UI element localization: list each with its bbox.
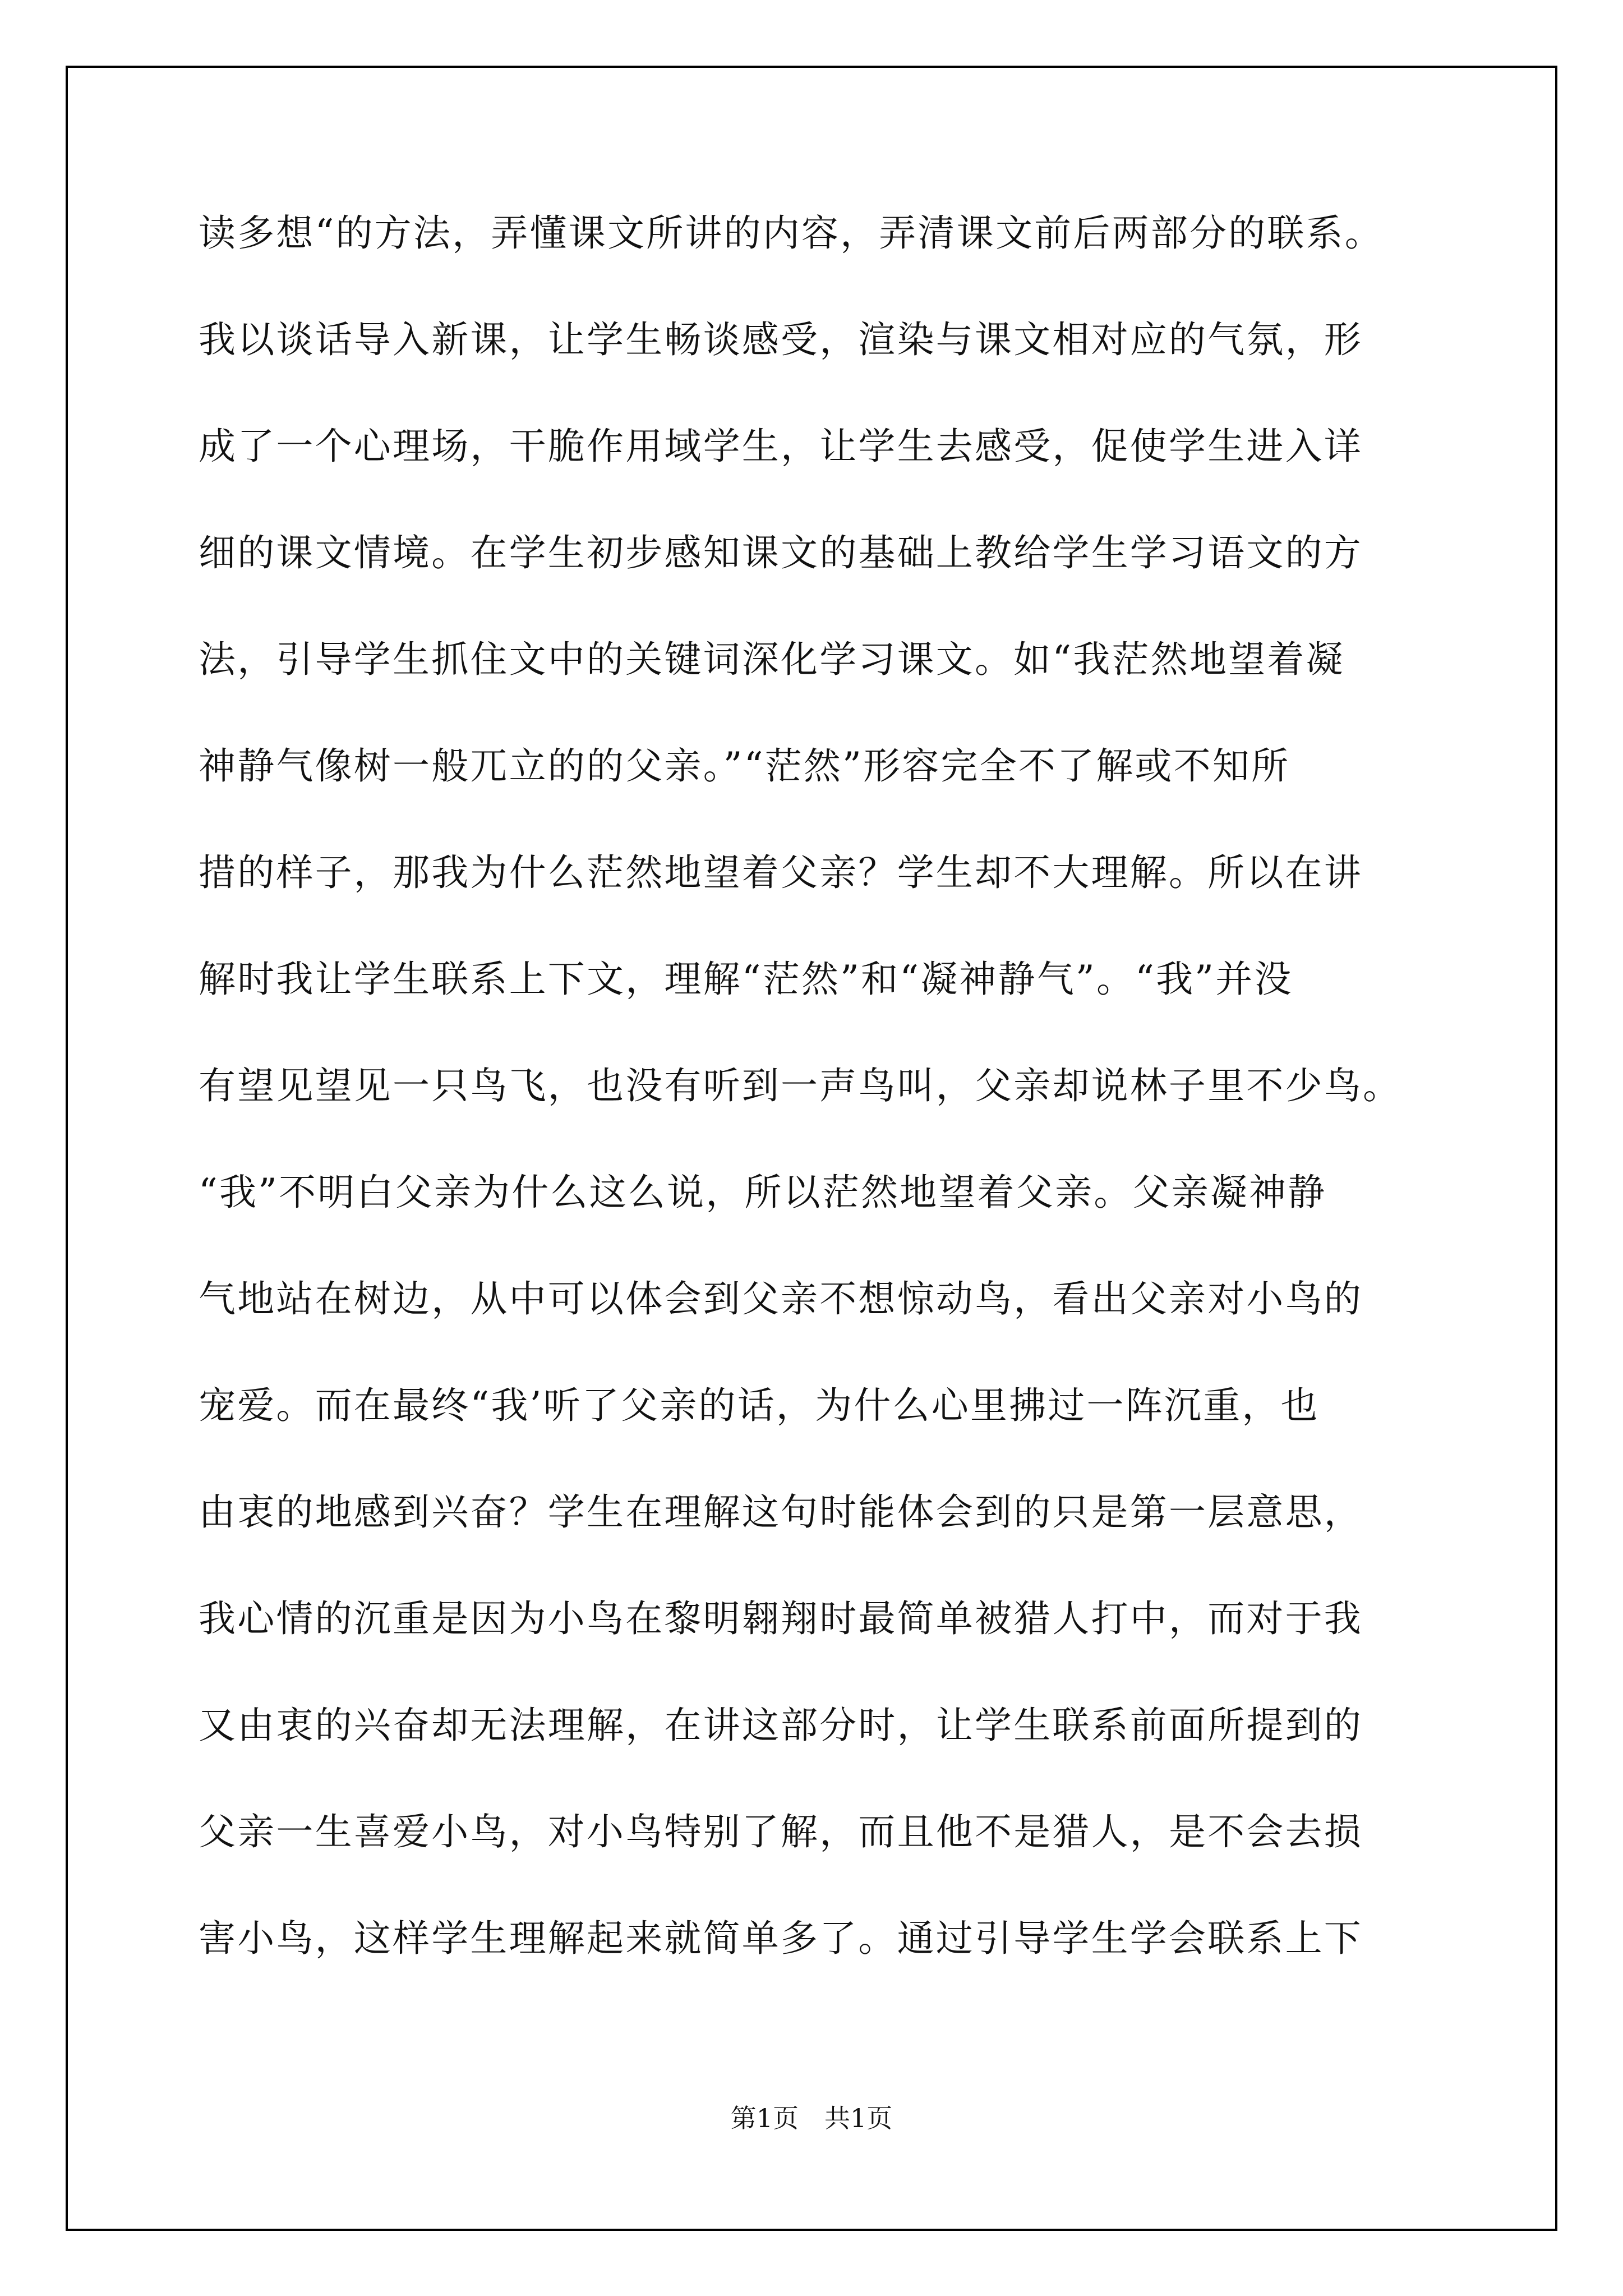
text-line: 读多想“的方法，弄懂课文所讲的内容，弄清课文前后两部分的联系。 bbox=[199, 211, 1384, 255]
text-line: 我心情的沉重是因为小鸟在黎明翱翔时最简单被猎人打中，而对于我 bbox=[199, 1597, 1363, 1640]
text-line: 神静气像树一般兀立的的父亲。”“茫然”形容完全不了解或不知所 bbox=[199, 744, 1290, 788]
text-line: 宠爱。而在最终“我’听了父亲的话，为什么心里拂过一阵沉重，也 bbox=[199, 1384, 1320, 1427]
text-line: 成了一个心理场，干脆作用域学生，让学生去感受，促使学生进入详 bbox=[199, 425, 1363, 468]
text-line: 有望见望见一只鸟飞，也没有听到一声鸟叫，父亲却说林子里不少鸟。 bbox=[199, 1064, 1402, 1107]
text-line: “我”不明白父亲为什么这么说，所以茫然地望着父亲。父亲凝神静 bbox=[199, 1171, 1327, 1214]
text-line: 措的样子，那我为什么茫然地望着父亲？学生却不大理解。所以在讲 bbox=[199, 851, 1363, 894]
text-line: 我以谈话导入新课，让学生畅谈感受，渲染与课文相对应的气氛，形 bbox=[199, 318, 1363, 361]
text-line: 父亲一生喜爱小鸟，对小鸟特别了解，而且他不是猎人，是不会去损 bbox=[199, 1810, 1363, 1853]
page-border bbox=[66, 66, 1557, 2231]
text-line: 又由衷的兴奋却无法理解，在讲这部分时，让学生联系前面所提到的 bbox=[199, 1704, 1363, 1747]
text-line: 害小鸟，这样学生理解起来就简单多了。通过引导学生学会联系上下 bbox=[199, 1917, 1363, 1960]
text-line: 细的课文情境。在学生初步感知课文的基础上教给学生学习语文的方 bbox=[199, 531, 1363, 574]
text-line: 法，引导学生抓住文中的关键词深化学习课文。如“我茫然地望着凝 bbox=[199, 638, 1345, 681]
text-line: 由衷的地感到兴奋？学生在理解这句时能体会到的只是第一层意思， bbox=[199, 1490, 1363, 1534]
page-number: 第1页 共1页 bbox=[730, 2103, 893, 2133]
text-line: 解时我让学生联系上下文，理解“茫然”和“凝神静气”。“我”并没 bbox=[199, 958, 1293, 1001]
text-line: 气地站在树边，从中可以体会到父亲不想惊动鸟，看出父亲对小鸟的 bbox=[199, 1277, 1363, 1320]
